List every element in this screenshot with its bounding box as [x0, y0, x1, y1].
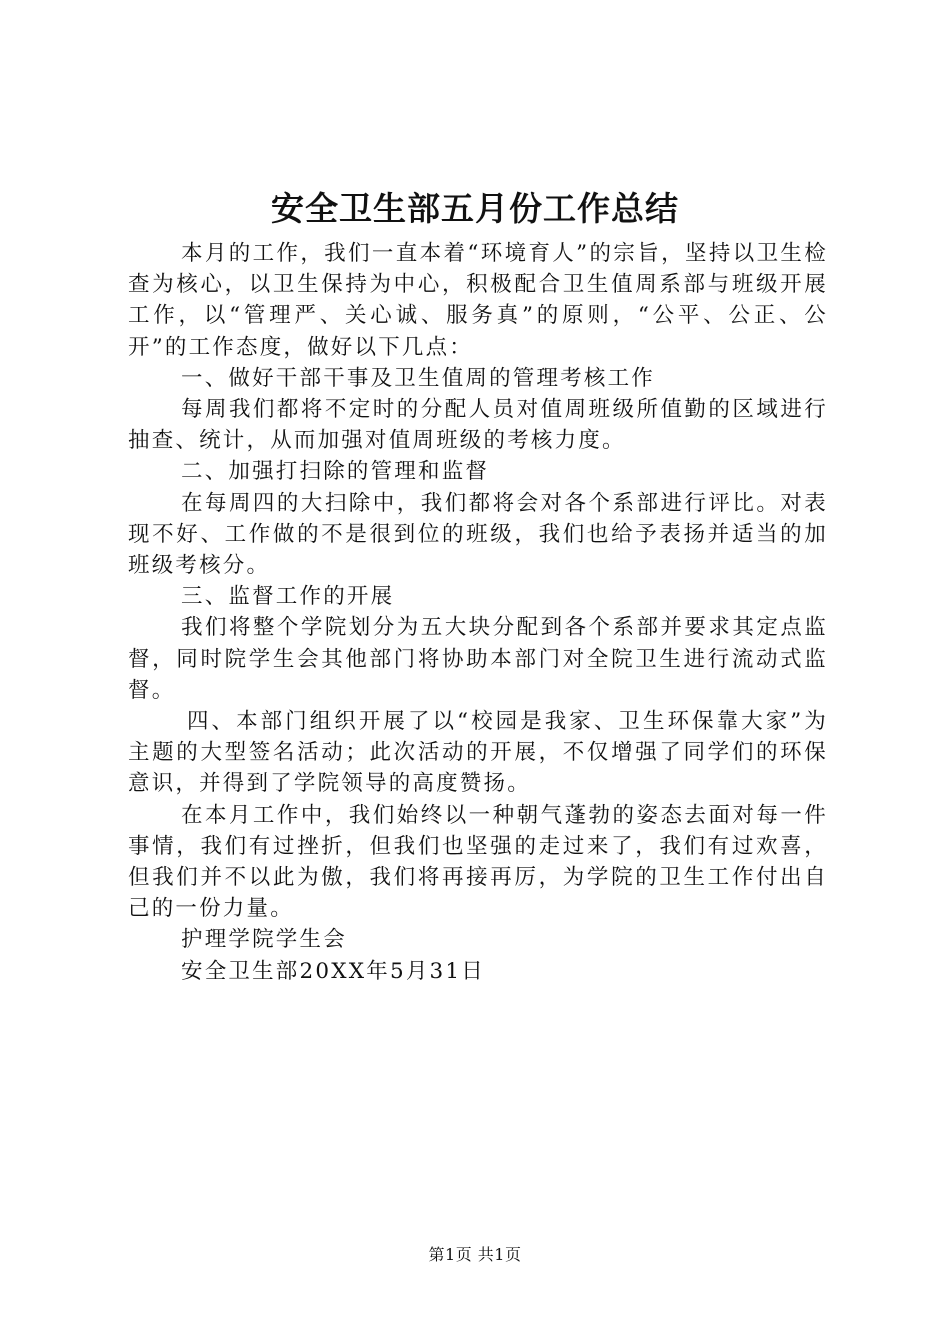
- document-title: 安全卫生部五月份工作总结: [271, 189, 679, 228]
- section-paragraph-4: 四、本部门组织开展了以“校园是我家、卫生环保靠大家”为主题的大型签名活动；此次活动的开展，不仅增强了同学们的环保意识，并得到了学院领导的高度赞扬。: [128, 709, 828, 797]
- section-paragraph-2: 在每周四的大扫除中，我们都将会对各个系部进行评比。对表现不好、工作做的不是很到位的班级，我们也给予表扬并适当的加班级考核分。: [128, 490, 828, 579]
- section-paragraph-1: 每周我们都将不定时的分配人员对值周班级所值勤的区域进行抽查、统计，从而加强对值周班级的考核力度。: [128, 397, 828, 454]
- closing-paragraph: 在本月工作中，我们始终以一种朝气蓬勃的姿态去面对每一件事情，我们有过挫折，但我们也坚强的走过来了，我们有过欢喜，但我们并不以此为傲，我们将再接再厉，为学院的卫生工作付出自己的一份力量。: [128, 802, 828, 922]
- section-heading-1: 一、做好干部干事及卫生值周的管理考核工作: [181, 365, 656, 391]
- intro-paragraph: 本月的工作，我们一直本着“环境育人”的宗旨，坚持以卫生检查为核心，以卫生保持为中心，积极配合卫生值周系部与班级开展工作，以“管理严、关心诚、服务真”的原则，“公平、公正、公开”的工作态度，做好以下几点：: [128, 241, 828, 360]
- signature-organization: 护理学院学生会: [181, 927, 347, 953]
- section-heading-2: 二、加强打扫除的管理和监督: [181, 459, 490, 485]
- section-paragraph-3: 我们将整个学院划分为五大块分配到各个系部并要求其定点监督，同时院学生会其他部门将协助本部门对全院卫生进行流动式监督。: [128, 615, 828, 703]
- document-body: [128, 238, 828, 987]
- section-heading-3: 三、监督工作的开展: [181, 584, 395, 610]
- page-footer: 第1页 共1页: [428, 1245, 522, 1264]
- signature-department-date: 安全卫生部20XX年5月31日: [181, 958, 486, 984]
